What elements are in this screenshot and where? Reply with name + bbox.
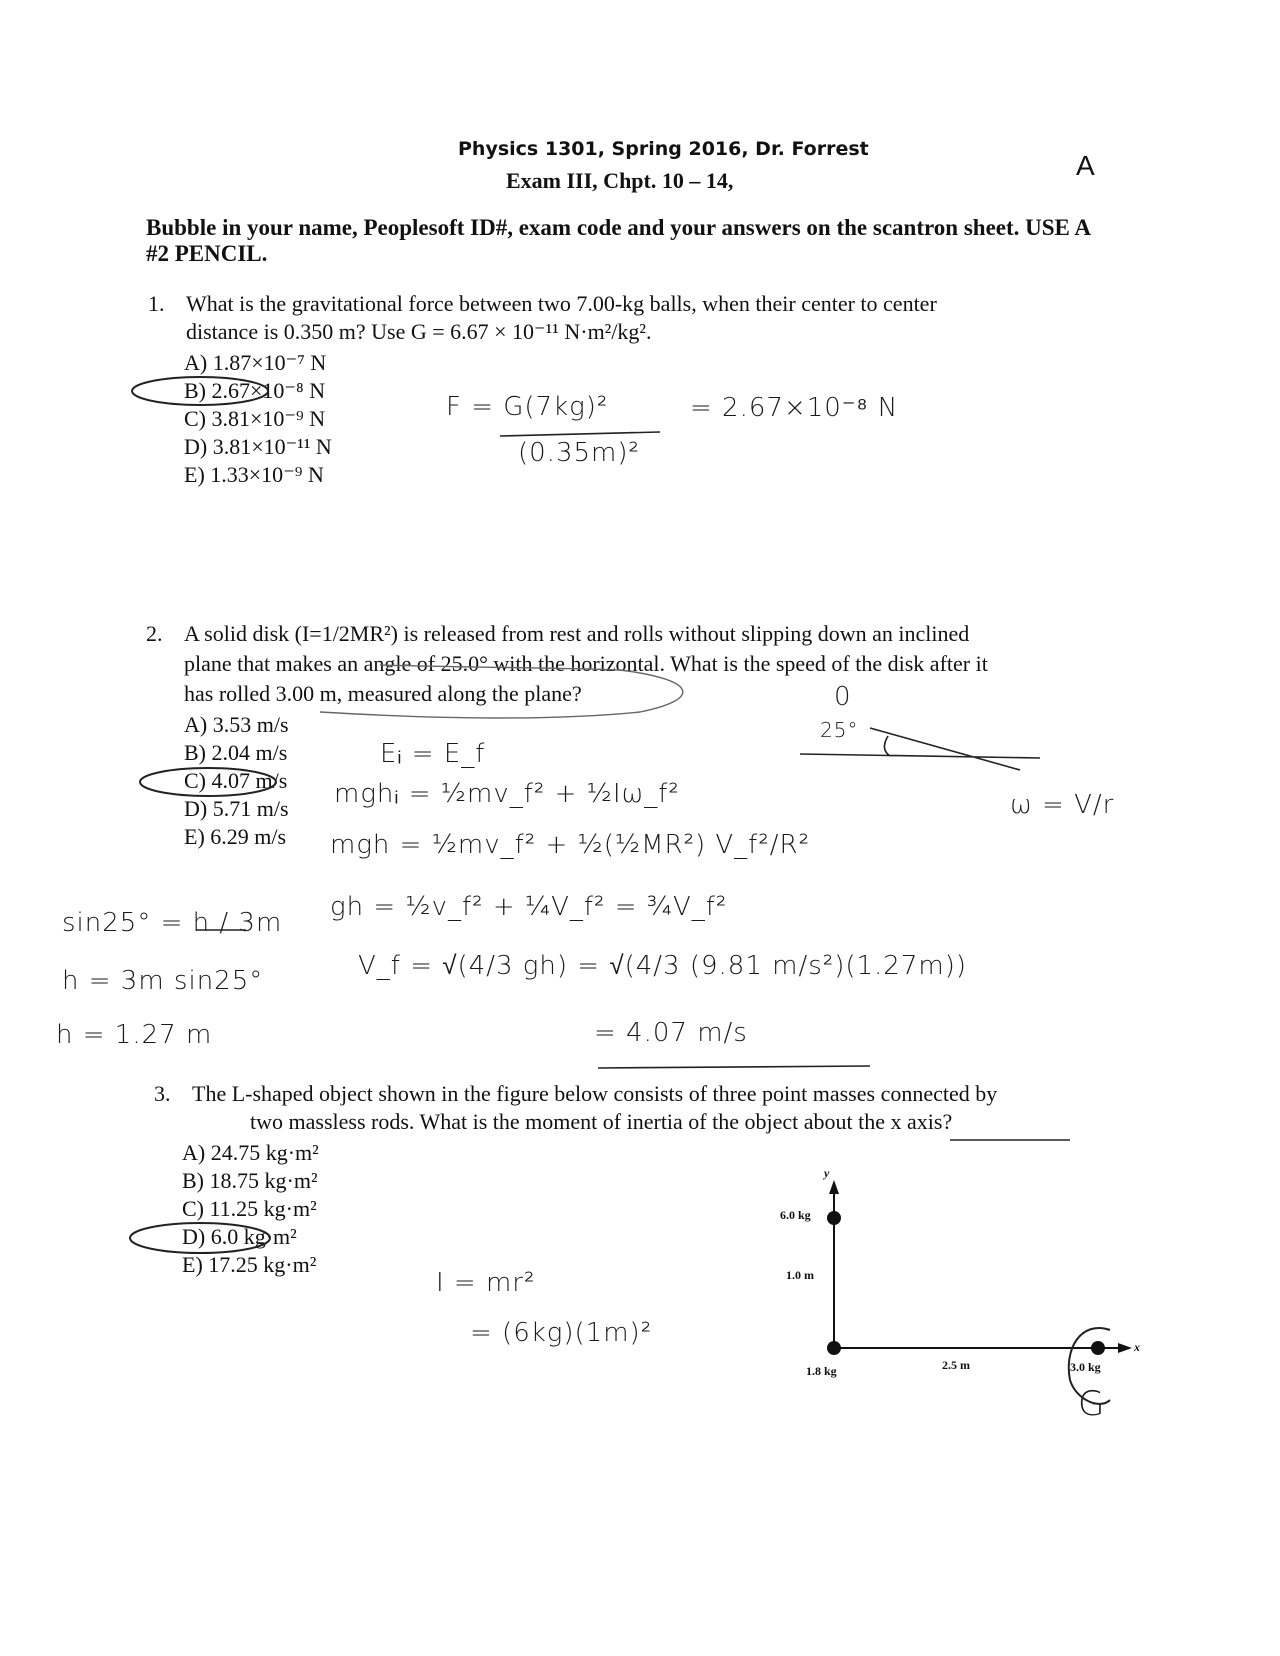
q2-option-a[interactable]: A) 3.53 m/s [184, 712, 289, 737]
figure-x-arrow [1118, 1343, 1132, 1353]
question-text: The L-shaped object shown in the figure below consists of three point masses connected by [192, 1081, 998, 1106]
q3-option-e[interactable]: E) 17.25 kg·m² [182, 1252, 317, 1277]
figure-mass-top-label: 6.0 kg [780, 1208, 811, 1222]
q2-work-line5: V_f = √(4/3 gh) = √(4/3 (9.81 m/s²)(1.27m)) [358, 951, 967, 981]
q3-option-d[interactable]: D) 6.0 kg·m² [182, 1224, 297, 1249]
q2-angle-zero: 0 [834, 682, 852, 712]
q1-option-a[interactable]: A) 1.87×10⁻⁷ N [184, 350, 327, 375]
q1-option-b[interactable]: B) 2.67×10⁻⁸ N [184, 378, 326, 403]
q2-sin-line1: sin25° = h / 3m [62, 908, 283, 938]
q2-option-e[interactable]: E) 6.29 m/s [184, 824, 287, 849]
question-1-line1 [148, 290, 937, 318]
question-3-line2: two massless rods. What is the moment of inertia of the object about the x axis? [250, 1109, 953, 1134]
question-text: What is the gravitational force between two 7.00-kg balls, when their center to center [186, 291, 937, 316]
figure-rod-vertical-label: 1.0 m [786, 1268, 814, 1282]
q2-work-line1: Eᵢ = E_f [380, 739, 486, 769]
question-2-line2: plane that makes an angle of 25.0° with the horizontal. What is the speed of the disk after it [184, 651, 988, 676]
q2-work-result: = 4.07 m/s [594, 1018, 748, 1048]
question-text: A solid disk (I=1/2MR²) is released from rest and rolls without slipping down an inclined [184, 621, 970, 646]
q2-omega: ω = V/r [1010, 790, 1115, 820]
q2-work-line2: mghᵢ = ½mv_f² + ½Iω_f² [334, 779, 680, 809]
q2-angle-label: 25° [820, 718, 859, 742]
question-number: 3. [154, 1081, 171, 1106]
q3-work-line2: = (6kg)(1m)² [470, 1318, 653, 1348]
q3-option-a[interactable]: A) 24.75 kg·m² [182, 1140, 319, 1165]
course-header: Physics 1301, Spring 2016, Dr. Forrest [458, 138, 869, 160]
q2-option-c[interactable]: C) 4.07 m/s [184, 768, 288, 793]
exam-title: Exam III, Chpt. 10 – 14, [506, 168, 734, 193]
q2-work-line3: mgh = ½mv_f² + ½(½MR²) V_f²/R² [330, 830, 811, 860]
figure-mass-right [1091, 1341, 1105, 1355]
q2-sin-line3: h = 1.27 m [56, 1020, 213, 1050]
q3-work-line1: I = mr² [436, 1268, 536, 1298]
question-3-line1 [154, 1080, 997, 1108]
figure-rod-horizontal-label: 2.5 m [942, 1358, 970, 1372]
figure-mass-origin-label: 1.8 kg [806, 1364, 837, 1378]
exam-version: A [1076, 150, 1095, 181]
q1-option-e[interactable]: E) 1.33×10⁻⁹ N [184, 462, 324, 487]
figure-mass-right-label: 3.0 kg [1070, 1360, 1101, 1374]
q2-option-d[interactable]: D) 5.71 m/s [184, 796, 289, 821]
q3-option-c[interactable]: C) 11.25 kg·m² [182, 1196, 317, 1221]
q3-option-b[interactable]: B) 18.75 kg·m² [182, 1168, 318, 1193]
q1-option-c[interactable]: C) 3.81×10⁻⁹ N [184, 406, 326, 431]
figure-mass-origin [827, 1341, 841, 1355]
question-number: 1. [148, 291, 165, 316]
q2-sin-line2: h = 3m sin25° [62, 966, 264, 996]
question-2-line3: has rolled 3.00 m, measured along the plane? [184, 681, 582, 706]
q2-option-b[interactable]: B) 2.04 m/s [184, 740, 288, 765]
q3-margin-mark: G [1078, 1384, 1106, 1424]
figure-y-arrow [829, 1180, 839, 1194]
q1-fraction-bar [500, 432, 660, 436]
q1-work-numerator: F = G(7kg)² [446, 392, 609, 422]
figure-y-axis-label: y [824, 1166, 830, 1180]
figure-mass-top [827, 1211, 841, 1225]
q2-work-line4: gh = ½v_f² + ¼V_f² = ¾V_f² [330, 892, 728, 922]
figure-x-axis-label: x [1134, 1340, 1140, 1354]
q2-result-underline [598, 1066, 870, 1068]
q1-work-denominator: (0.35m)² [518, 438, 640, 468]
question-1-line2: distance is 0.350 m? Use G = 6.67 × 10⁻¹¹ N·m²/kg². [186, 319, 652, 344]
q1-option-d[interactable]: D) 3.81×10⁻¹¹ N [184, 434, 332, 459]
question-2-line1 [146, 620, 969, 648]
q1-work-result: = 2.67×10⁻⁸ N [690, 393, 899, 423]
instructions: Bubble in your name, Peoplesoft ID#, exam code and your answers on the scantron sheet. USE A #2 PENCIL. [146, 215, 1090, 266]
question-number: 2. [146, 621, 163, 646]
